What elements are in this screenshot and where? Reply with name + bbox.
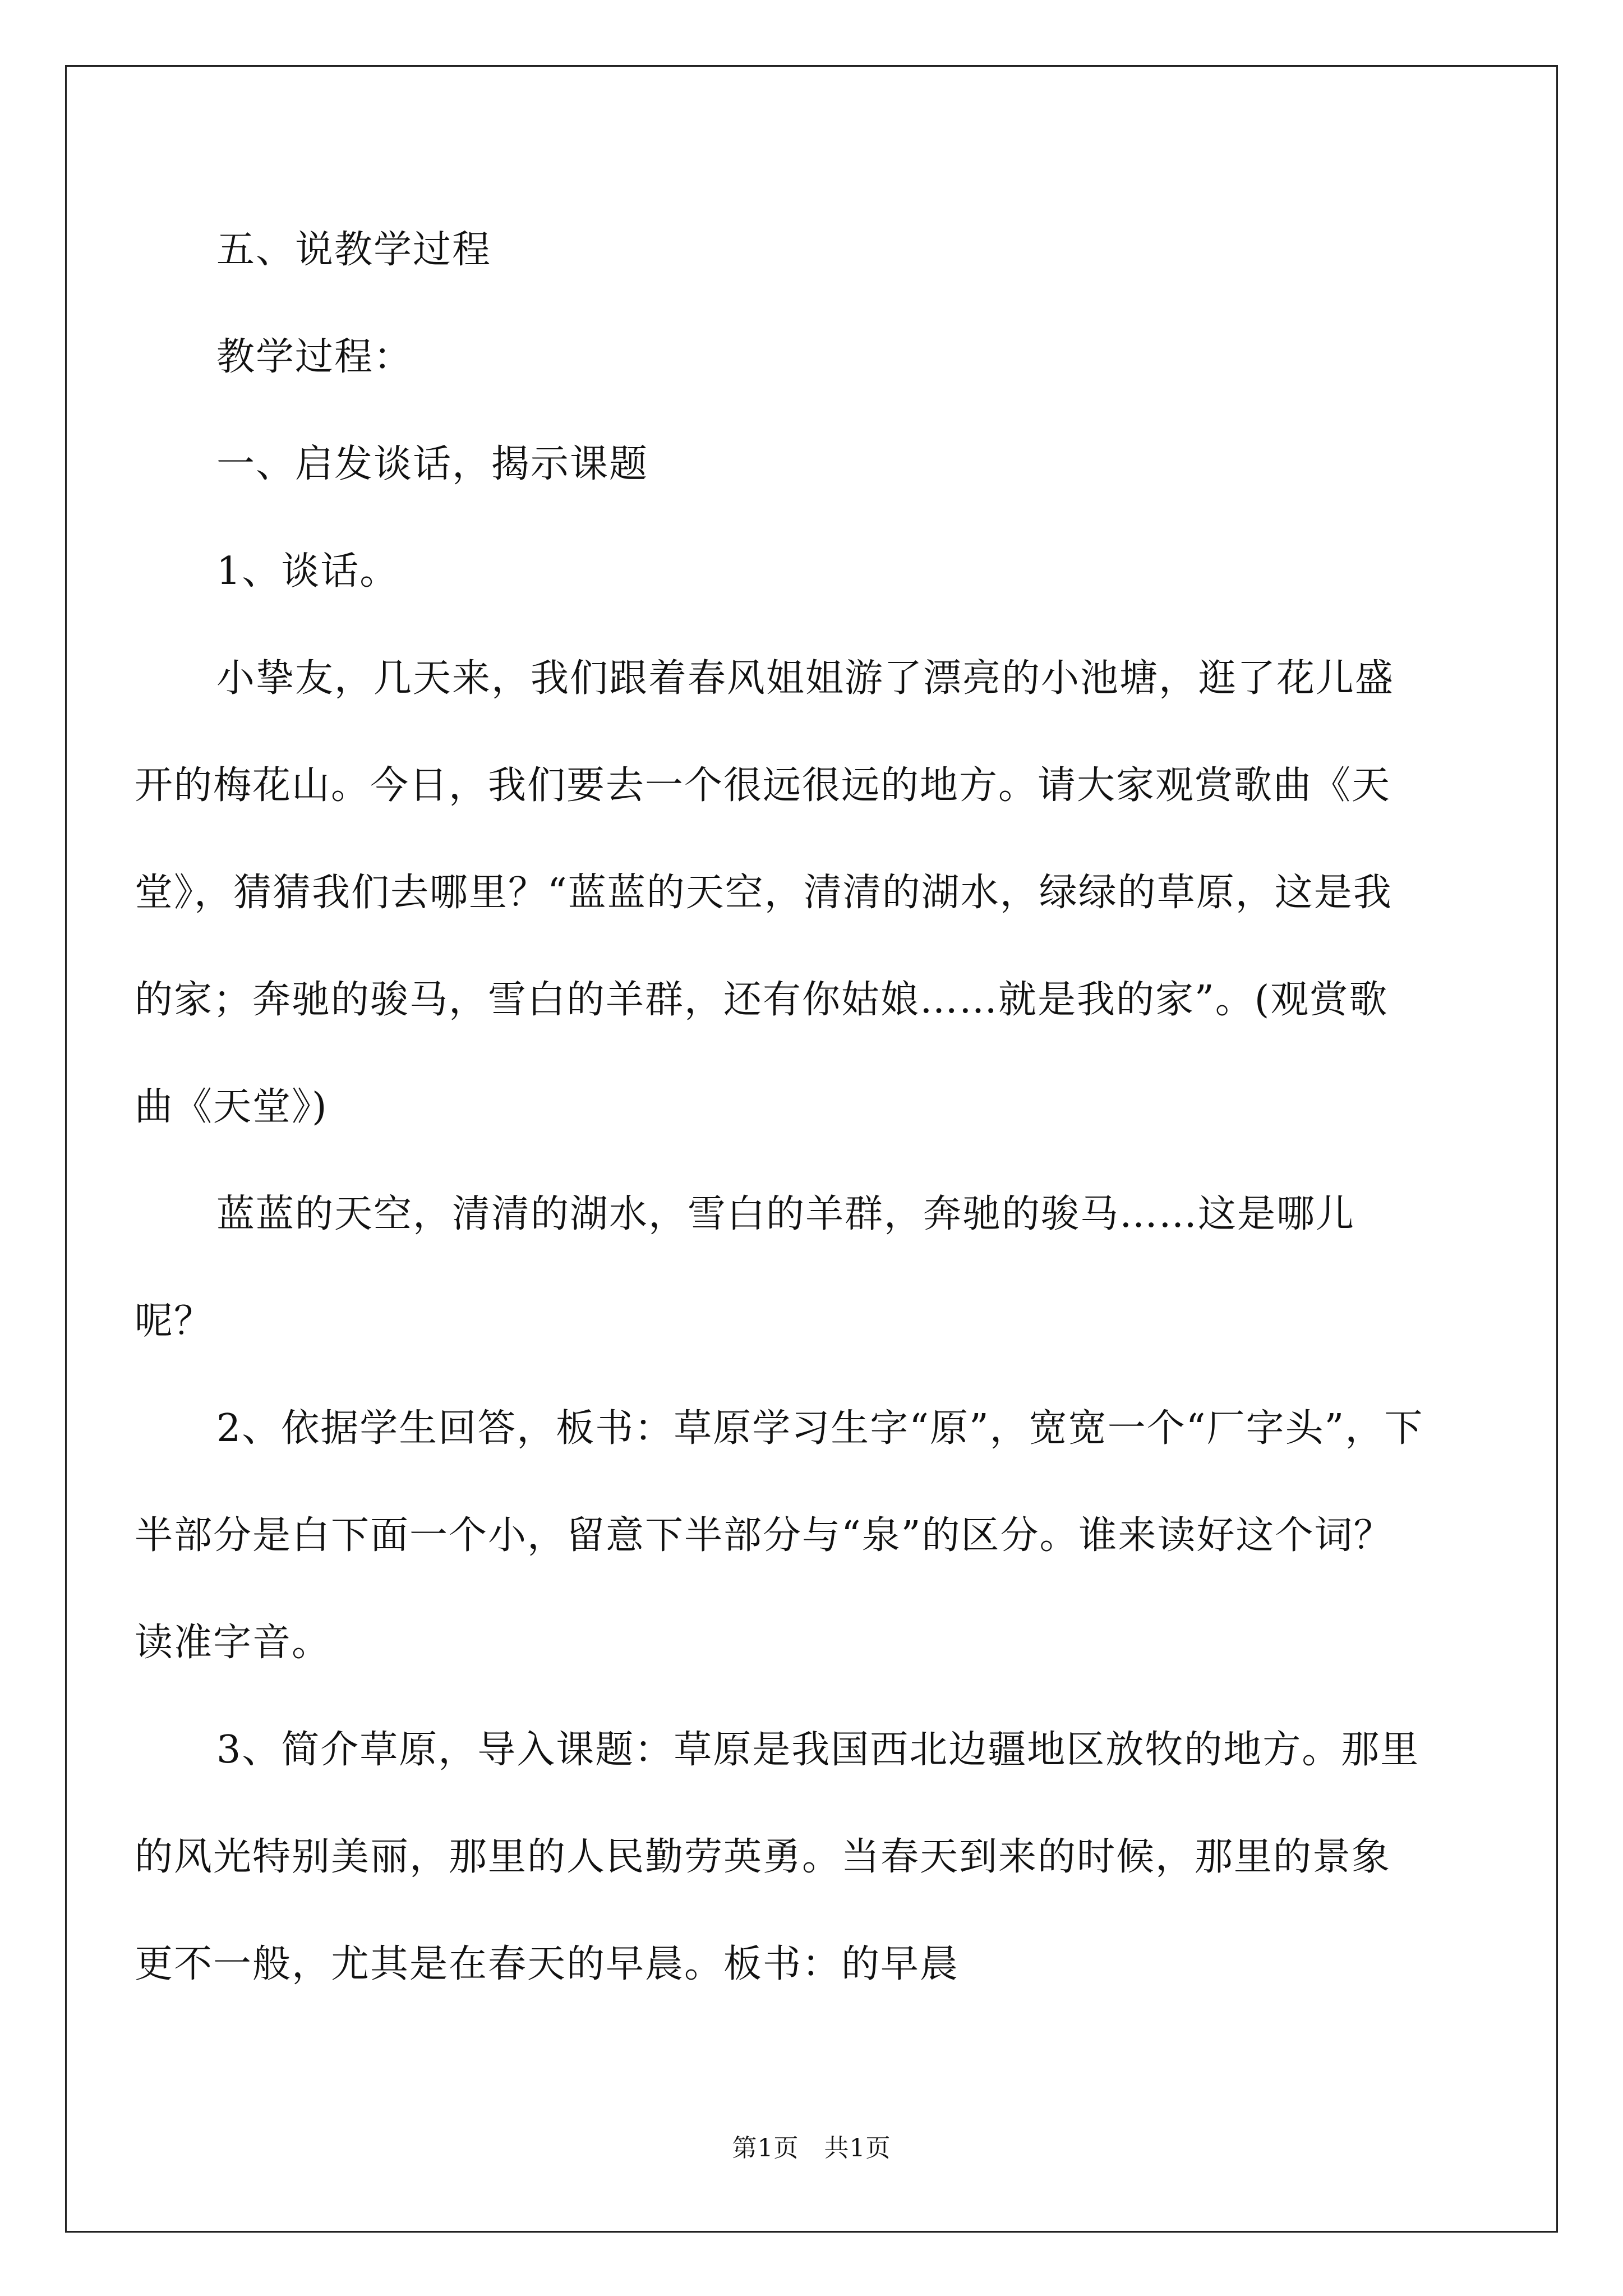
paragraph: 1、谈话。 [216,549,399,593]
paragraph: 小挚友，几天来，我们跟着春风姐姐游了漂亮的小池塘，逛了花儿盛开的梅花山。今日，我们要去一个很远很远的地方。请大家观赏歌曲《天堂》，猜猜我们去哪里？“蓝蓝的天空，清清的湖水，绿绿的草原，这是我的家；奔驰的骏马，雪白的羊群，还有你姑娘……就是我的家”。(观赏歌曲《天堂》) [135,656,1395,1129]
page-number: 第1页 共1页 [732,2134,891,2162]
paragraph: 一、启发谈话，揭示课题 [216,442,649,486]
paragraph: 2、依据学生回答，板书：草原学习生字“原”，宽宽一个“厂字头”，下半部分是白下面一个小，留意下半部分与“泉”的区分。谁来读好这个词？读准字音。 [135,1406,1424,1665]
paragraph: 3、简介草原，导入课题：草原是我国西北边疆地区放牧的地方。那里的风光特别美丽，那里的人民勤劳英勇。当春天到来的时候，那里的景象更不一般，尤其是在春天的早晨。板书：的早晨 [135,1728,1420,1986]
paragraph: 蓝蓝的天空，清清的湖水，雪白的羊群，奔驰的骏马……这是哪儿呢？ [135,1192,1355,1343]
section-heading: 五、说教学过程 [216,228,492,272]
paragraph: 教学过程： [216,335,413,379]
